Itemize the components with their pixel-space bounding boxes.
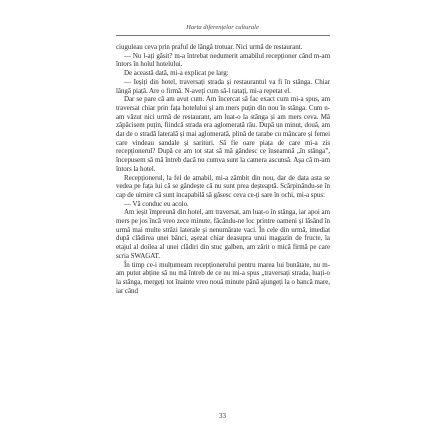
body-text [116, 43, 330, 295]
paragraph: — Ieșiți din hotel, traversați strada și restaurantul va fi în stânga. Chiar lângă piață. Are o firmă. N-aveți cum să-l ratați, mi-a repetat el. [116, 77, 330, 95]
header-rule [116, 35, 330, 36]
paragraph: De această dată, mi-a explicat pe larg: [124, 69, 229, 78]
paragraph: ciugulеau ceva prin praful de lângă trotuar. Nici urmă de restaurant. [116, 43, 303, 51]
paragraph: — Vă conduc eu acolo. [124, 199, 189, 208]
paragraph: Dar se pare că am avut cum. Am încercat să fac exact cum mi-a spus, am traversat chiar prin fața hotelului și am mers puțin din nou în stânga. Cum n-am văzut nici urmă de restaurant, am luat-o la stânga și am mers ceva. Mă zăpăcisem puțin, fiindcă strada era aglomerată rău. După un minut, două, am dat de o stradă laterală și mai aglomerată, plină de tarabe cu mâncare și femei care vindeau sandale și sarituri. Să fie oare piața de care mi-a zis recepționerul? După ce am tot stat să mă gândesc ce înseamnă „în stânga”, începusem să mă întreb dacă nu cumva sunt la camera ascunsă. Așa că m-am întors la hotel. [116, 95, 330, 173]
running-header: Harta diferențelor culturale [186, 24, 259, 31]
page-number: 33 [219, 412, 226, 420]
paragraph: — Nu l-ați găsit? m-a întrebat nedumerit amabilul recepționer când m-am întors în holul hotelului. [116, 51, 330, 69]
paragraph: Am ieșit împreună din hotel, am traversat, am luat-o în stânga, iar apoi am mers pe jos încă vreo zece minute, făcându-ne loc printre oameni și lăsând în urmă mai multe străzi laterale și nenumărate vaci. În cele din urmă, imediat după clădirea unei bănci, așezat chiar deasupra unui magazin de fructe, la etajul al doilea al unei clădiri din stuc galben, am zărit o mică firmă pe care scria SWAGAT. [116, 208, 330, 260]
paragraph: Recepționerul, la fel de amabil, mi-a zâmbit din nou, dar de data asta se vedea pe fața lui că se gândește că nu sunt prea deșteaptă. Scărpinându-se în cap de uimire că sunt incapabilă să găsesc ceva ce-ți sare în ochi, mi-a spus: [116, 173, 330, 199]
paragraph: În timp ce-i mulțumeam recepționerului pentru marea lui bunătate, nu m-am putut abține să nu mă întreb de ce nu mi-a spus „traversați strada, luați-o la stânga, mergeți tot înainte vreo nouă minute până ajungeți la o bancă mare, iar când [116, 260, 330, 295]
